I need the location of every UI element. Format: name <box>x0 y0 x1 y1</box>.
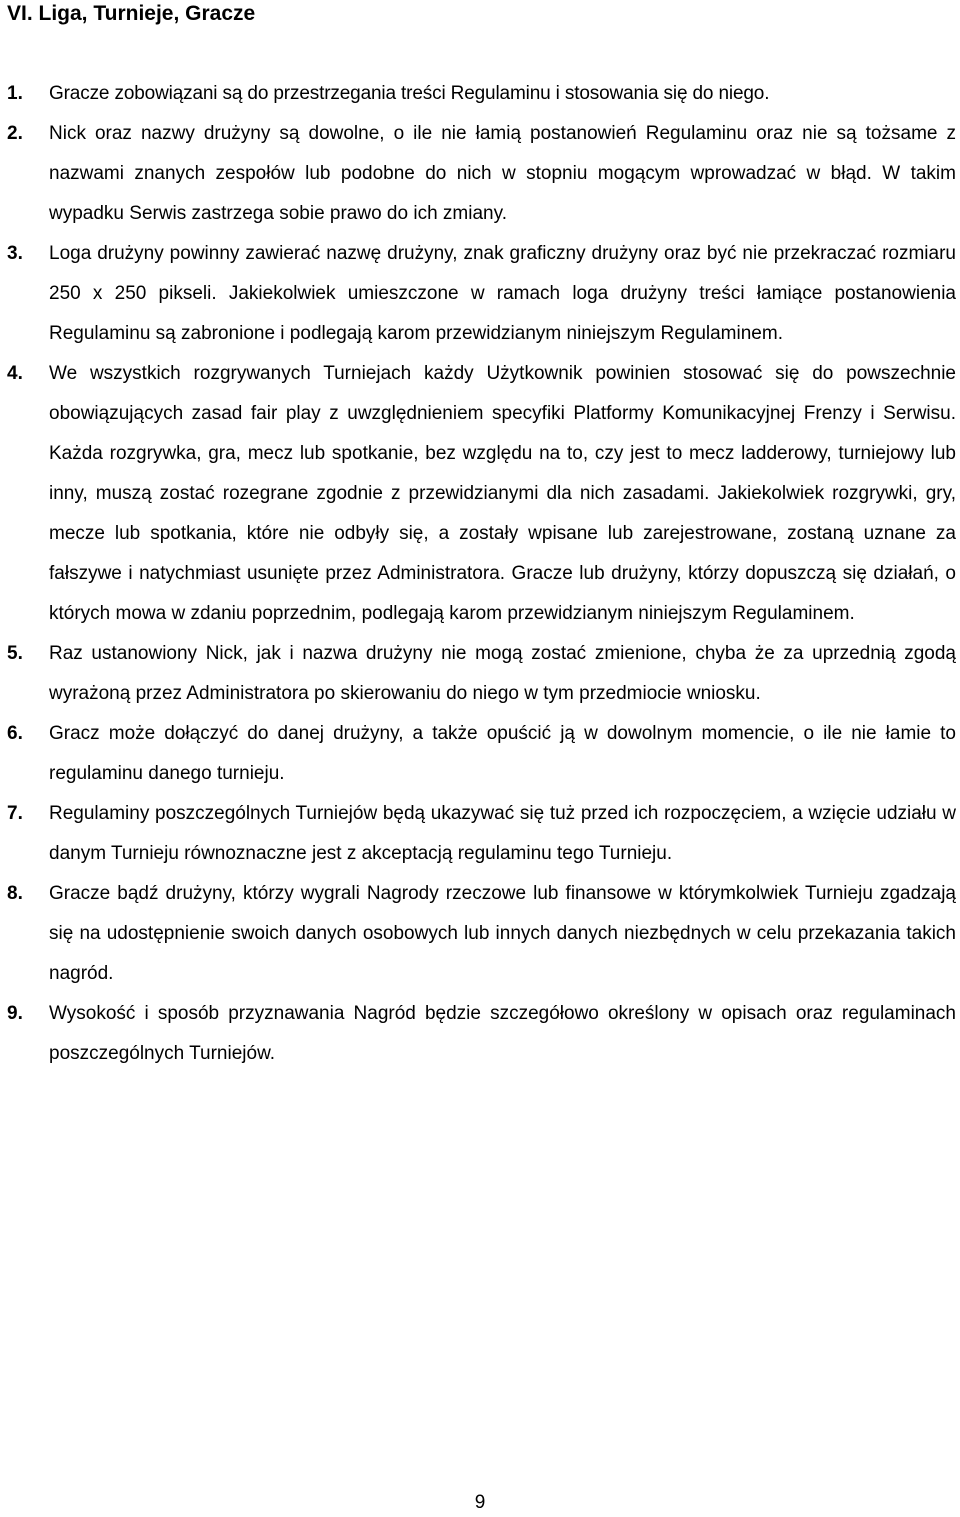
rule-item-8 <box>0 874 960 994</box>
rule-number: 5. <box>7 643 23 664</box>
rule-number: 4. <box>7 363 23 384</box>
section-title: VI. Liga, Turnieje, Gracze <box>7 2 256 25</box>
page-number: 9 <box>474 1492 486 1513</box>
rule-number: 6. <box>7 723 23 744</box>
rule-text: Raz ustanowiony Nick, jak i nazwa drużyny nie mogą zostać zmienione, chyba że za uprzednią zgodą wyrażoną przez Administratora po skierowaniu do niego w tym przedmiocie wniosku. <box>49 643 956 704</box>
rule-item-5 <box>0 634 960 714</box>
rule-item-1 <box>0 74 960 114</box>
rule-text: Gracze zobowiązani są do przestrzegania treści Regulaminu i stosowania się do niego. <box>49 83 770 104</box>
rules-list <box>0 74 960 1074</box>
rule-number: 3. <box>7 243 23 264</box>
rule-text: Gracz może dołączyć do danej drużyny, a także opuścić ją w dowolnym momencie, o ile nie łamie to regulaminu danego turnieju. <box>49 723 956 784</box>
rule-item-2 <box>0 114 960 234</box>
rule-text: Wysokość i sposób przyznawania Nagród będzie szczegółowo określony w opisach oraz regulaminach poszczególnych Turniejów. <box>49 1003 956 1064</box>
rule-text: Loga drużyny powinny zawierać nazwę drużyny, znak graficzny drużyny oraz być nie przekraczać rozmiaru 250 x 250 pikseli. Jakiekolwiek umieszczone w ramach loga drużyny treści łamiące postanowienia Regulaminu są zabronione i podlegają karom przewidzianym niniejszym Regulaminem. <box>49 243 956 344</box>
rule-number: 8. <box>7 883 23 904</box>
rule-item-7 <box>0 794 960 874</box>
rule-text: We wszystkich rozgrywanych Turniejach każdy Użytkownik powinien stosować się do powszechnie obowiązujących zasad fair play z uwzględnieniem specyfiki Platformy Komunikacyjnej Frenzy i Serwisu. Każda rozgrywka, gra, mecz lub spotkanie, bez względu na to, czy jest to mecz ladderowy, turniejowy lub inny, muszą zostać rozegrane zgodnie z przewidzianymi dla nich zasadami. Jakiekolwiek rozgrywki, gry, mecze lub spotkania, które nie odbyły się, a zostały wpisane lub zarejestrowane, zostaną uznane za fałszywe i natychmiast usunięte przez Administratora. Gracze lub drużyny, którzy dopuszczą się działań, o których mowa w zdaniu poprzednim, podlegają karom przewidzianym niniejszym Regulaminem. <box>49 363 956 624</box>
rule-item-9 <box>0 994 960 1074</box>
rule-number: 2. <box>7 123 23 144</box>
rule-text: Nick oraz nazwy drużyny są dowolne, o ile nie łamią postanowień Regulaminu oraz nie są tożsame z nazwami znanych zespołów lub podobne do nich w stopniu mogącym wprowadzać w błąd. W takim wypadku Serwis zastrzega sobie prawo do ich zmiany. <box>49 123 956 224</box>
rule-number: 9. <box>7 1003 23 1024</box>
rule-number: 7. <box>7 803 23 824</box>
rule-item-3 <box>0 234 960 354</box>
rule-text: Gracze bądź drużyny, którzy wygrali Nagrody rzeczowe lub finansowe w którymkolwiek Turnieju zgadzają się na udostępnienie swoich danych osobowych lub innych danych niezbędnych w celu przekazania takich nagród. <box>49 883 956 984</box>
rule-item-6 <box>0 714 960 794</box>
rule-item-4 <box>0 354 960 634</box>
rule-text: Regulaminy poszczególnych Turniejów będą ukazywać się tuż przed ich rozpoczęciem, a wzięcie udziału w danym Turnieju równoznaczne jest z akceptacją regulaminu tego Turnieju. <box>49 803 956 864</box>
rule-number: 1. <box>7 83 23 104</box>
